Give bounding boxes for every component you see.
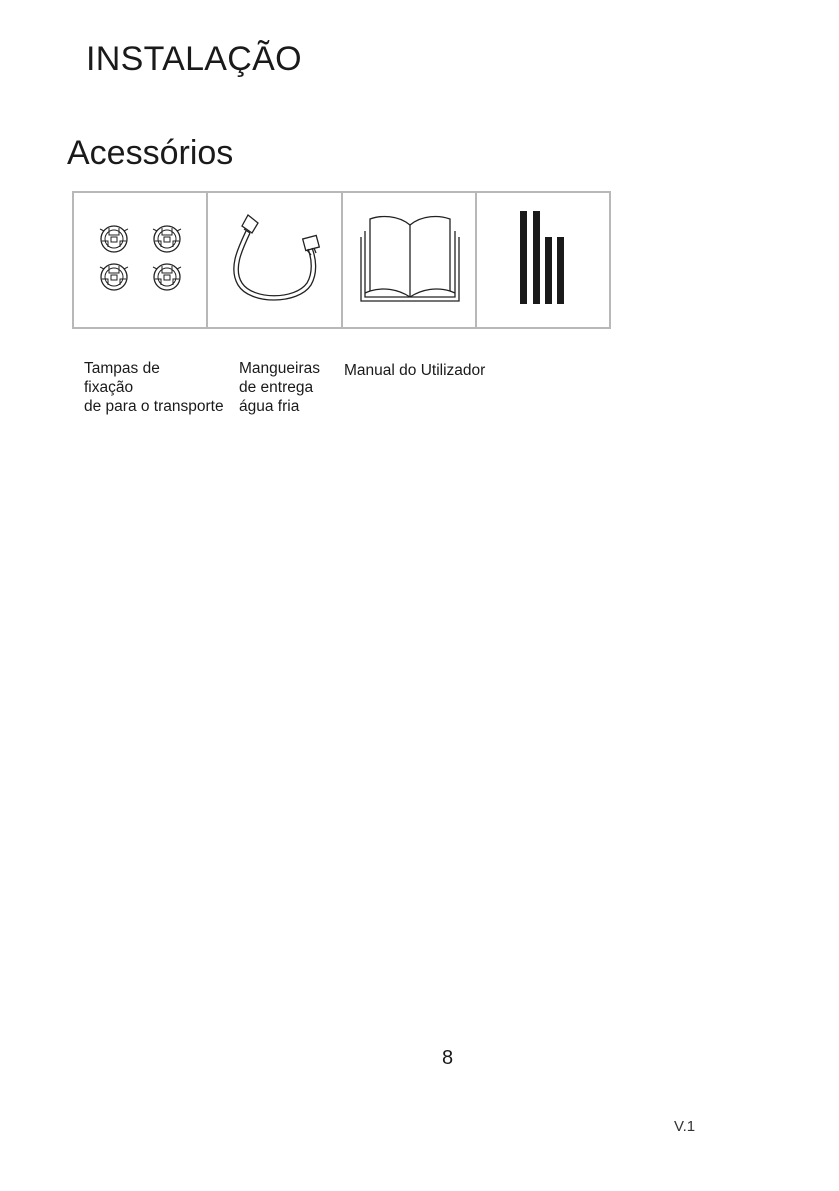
accessory-cell-hose [208,193,342,327]
accessory-cell-manual [343,193,477,327]
support-bars-icon [477,193,610,327]
user-manual-icon [343,193,476,327]
page-number: 8 [442,1047,454,1069]
accessory-cell-caps [74,193,208,327]
transport-caps-icon [74,193,207,327]
version-label: V.1 [674,1118,696,1135]
accessory-label-hose: Mangueiras de entrega água fria [239,360,320,415]
accessory-cell-bars [477,193,609,327]
accessory-label-caps: Tampas de fixação de para o transporte [84,360,224,415]
water-hose-icon [208,193,341,327]
page-heading: INSTALAÇÃO [86,40,302,78]
section-title: Acessórios [67,134,234,172]
accessories-panel [72,191,611,329]
accessory-label-manual: Manual do Utilizador [344,362,486,379]
